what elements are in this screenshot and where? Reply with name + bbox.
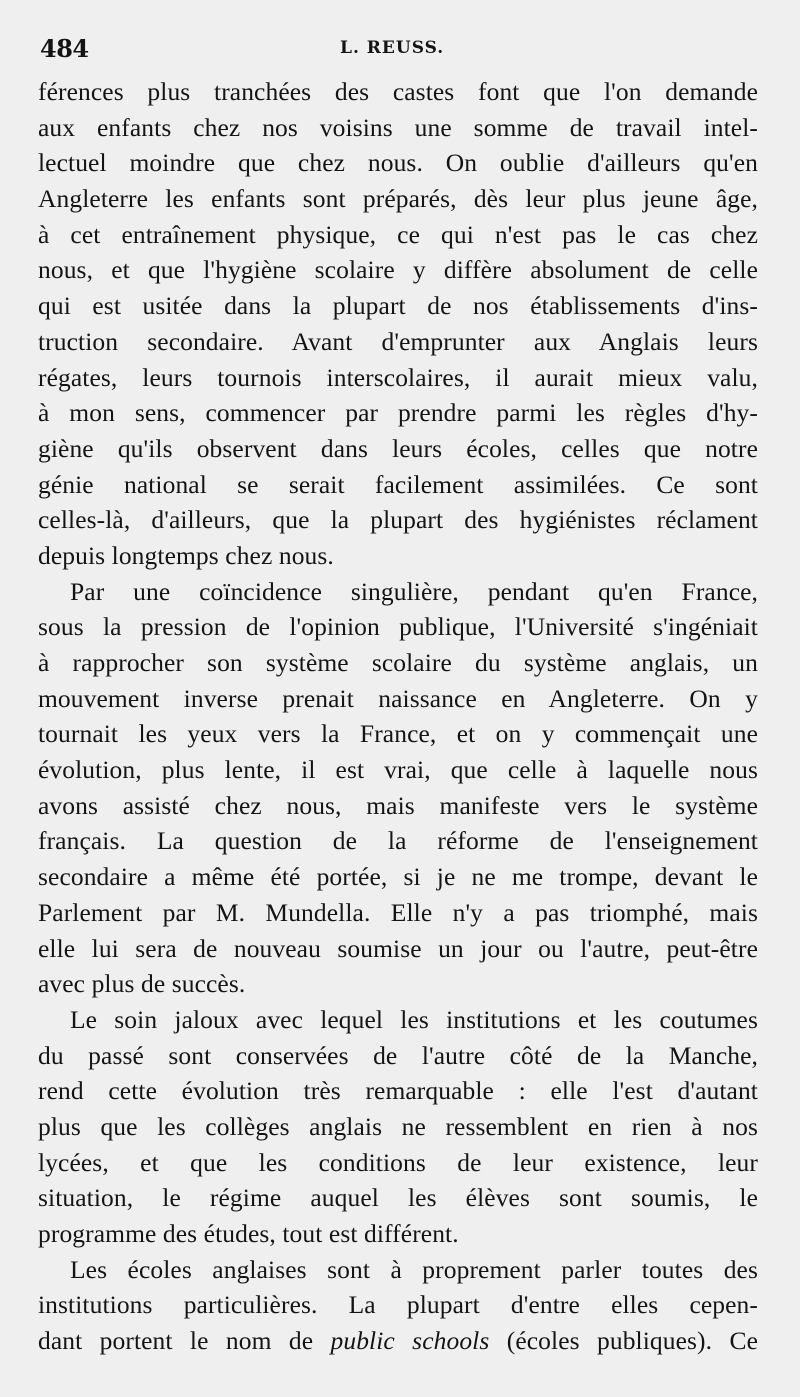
text-line: férences plus tranchées des castes font que l'on demande: [38, 77, 758, 106]
text-line: français. La question de la réforme de l'enseignement: [38, 826, 758, 856]
running-head: L. REUSS.: [340, 38, 445, 58]
text-line: génie national se serait facilement assimilées. Ce sont: [38, 469, 758, 499]
text-line: plus que les collèges anglais ne ressemblent en rien à nos: [38, 1111, 758, 1141]
text-line: rend cette évolution très remarquable : elle l'est d'autant: [38, 1076, 758, 1106]
text-line: elle lui sera de nouveau soumise un jour ou l'autre, peut-être: [38, 933, 758, 963]
italic-term: public schools: [330, 1326, 490, 1356]
text-line: tournait les yeux vers la France, et on y commençait une: [38, 719, 758, 749]
text-line: avons assisté chez nous, mais manifeste vers le système: [38, 790, 758, 820]
text-line: nous, et que l'hygiène scolaire y diffère absolument de celle: [38, 255, 758, 285]
text-line: avec plus de succès.: [38, 969, 246, 999]
text-line: programme des études, tout est différent.: [38, 1219, 459, 1248]
text-line: truction secondaire. Avant d'emprunter aux Anglais leurs: [38, 326, 758, 356]
paragraph-3: [38, 1002, 758, 1252]
text-line: lycées, et que les conditions de leur existence, leur: [38, 1147, 758, 1177]
paragraph-1: [38, 74, 758, 574]
text-line: du passé sont conservées de l'autre côté de la Manche,: [38, 1040, 758, 1070]
text-line: mouvement inverse prenait naissance en Angleterre. On y: [38, 683, 758, 713]
text-line: qui est usitée dans la plupart de nos établissements d'ins-: [38, 291, 758, 321]
text-line: sous la pression de l'opinion publique, l'Université s'ingéniait: [38, 612, 758, 642]
text-line: celles-là, d'ailleurs, que la plupart des hygiénistes réclament: [38, 505, 758, 535]
text-line: situation, le régime auquel les élèves sont soumis, le: [38, 1183, 758, 1213]
paragraph-4: [38, 1252, 758, 1359]
text-line: à rapprocher son système scolaire du système anglais, un: [38, 648, 758, 677]
text-line: Angleterre les enfants sont préparés, dès leur plus jeune âge,: [38, 184, 758, 214]
text-line: lectuel moindre que chez nous. On oublie d'ailleurs qu'en: [38, 148, 758, 178]
text-line: giène qu'ils observent dans leurs écoles, celles que notre: [38, 433, 758, 463]
text-line: aux enfants chez nos voisins une somme de travail intel-: [38, 112, 758, 142]
body-text: [38, 74, 758, 1359]
text-line-final: [38, 1323, 758, 1359]
text-line: à cet entraînement physique, ce qui n'est pas le cas chez: [38, 219, 758, 249]
text-line: à mon sens, commencer par prendre parmi les règles d'hy-: [38, 398, 758, 428]
text-line: depuis longtemps chez nous.: [38, 540, 334, 570]
text-line: Parlement par M. Mundella. Elle n'y a pas triomphé, mais: [38, 897, 758, 927]
page-header: [40, 34, 760, 70]
page-number: 484: [40, 34, 89, 63]
text-line: évolution, plus lente, il est vrai, que celle à laquelle nous: [38, 755, 758, 785]
text-run: dant portent le nom de: [38, 1326, 331, 1356]
text-line: Les écoles anglaises sont à proprement parler toutes des: [70, 1254, 758, 1284]
text-line: secondaire a même été portée, si je ne me trompe, devant le: [38, 862, 758, 892]
paragraph-2: [38, 574, 758, 1002]
text-line: régates, leurs tournois interscolaires, il aurait mieux valu,: [38, 362, 758, 392]
text-run: (écoles publiques). Ce: [489, 1326, 758, 1356]
text-line: institutions particulières. La plupart d'entre elles cepen-: [38, 1290, 758, 1320]
text-line: Le soin jaloux avec lequel les institutions et les coutumes: [70, 1004, 758, 1034]
text-line: Par une coïncidence singulière, pendant qu'en France,: [70, 576, 758, 606]
